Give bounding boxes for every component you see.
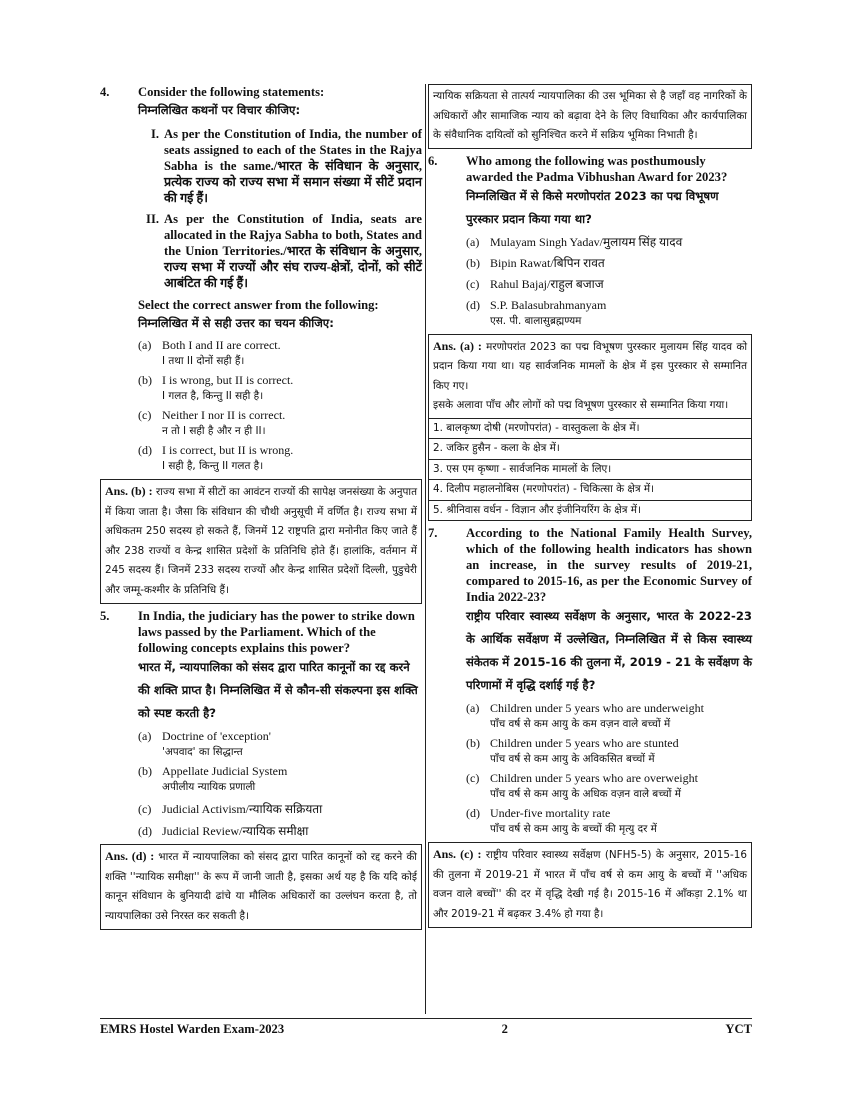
option-label: (b) <box>138 764 152 778</box>
answer-label: Ans. (b) : <box>105 484 153 498</box>
option-text-en: Under-five mortality rate <box>490 806 611 820</box>
option-c[interactable] <box>138 407 422 439</box>
option-text-en: Doctrine of 'exception' <box>162 729 271 743</box>
option-text-en: Judicial Activism/न्यायिक सक्रियता <box>162 802 323 816</box>
option-text-en: Judicial Review/न्यायिक समीक्षा <box>162 824 309 838</box>
select-instruction-en: Select the correct answer from the following: <box>138 298 379 312</box>
option-text-en: Bipin Rawat/बिपिन रावत <box>490 255 605 270</box>
page-number: 2 <box>501 1022 508 1036</box>
question-stem-hi: निम्नलिखित में से किसे मरणोपरांत 2023 का पद्म विभूषण पुरस्कार प्रदान किया गया था? <box>466 188 719 226</box>
option-a[interactable] <box>138 728 422 760</box>
option-d[interactable] <box>466 805 752 837</box>
answer-explanation-2: इसके अलावा पाँच और लोगों को पद्म विभूषण पुरस्कार से सम्मानित किया गया। <box>433 399 729 411</box>
question-stem-hi: राष्ट्रीय परिवार स्वास्थ्य सर्वेक्षण के अनुसार, भारत के 2022-23 के आर्थिक सर्वेक्षण में उल्लेखित, निम्नलिखित में से किस स्वास्थ्य संकेतक में 2015-16 की तुलना में, 2019 - 21 के सर्वेक्षण के परिणामों में वृद्धि दर्शाई गई है? <box>466 609 752 692</box>
option-text-en: Both I and II are correct. <box>162 338 281 352</box>
option-label: (d) <box>466 806 480 820</box>
option-text-hi: I गलत है, किन्तु II सही है। <box>162 390 264 402</box>
option-text-hi: I सही है, किन्तु II गलत है। <box>162 460 264 472</box>
option-text-hi: पाँच वर्ष से कम आयु के कम वज़न वाले बच्चों में <box>490 718 671 730</box>
option-label: (a) <box>466 234 480 249</box>
option-text-en: S.P. Balasubrahmanyam <box>490 297 607 312</box>
answer-label: Ans. (d) : <box>105 849 155 863</box>
statement-number: II. <box>146 212 159 226</box>
option-label: (b) <box>466 736 480 750</box>
option-label: (c) <box>466 771 480 785</box>
option-c[interactable] <box>138 801 422 817</box>
page-footer <box>100 1018 752 1037</box>
footer-exam-title: EMRS Hostel Warden Exam-2023 <box>100 1022 285 1036</box>
question-stem-en: Who among the following was posthumously awarded the Padma Vibhushan Award for 2023? <box>466 153 728 184</box>
option-d[interactable] <box>138 823 422 839</box>
option-b[interactable] <box>466 255 752 271</box>
answer-explanation: राष्ट्रीय परिवार स्वास्थ्य सर्वेक्षण (NFH5-5) के अनुसार, 2015-16 की तुलना में 2019-21 में भारत में पाँच वर्ष से कम आयु के बच्चों में ''अधिक वजन वाले बच्चों'' की दर में वृद्धि देखी गई है। 2015-16 में आँकड़ा 2.1% था और 2019-21 में बढ़कर 3.4% हो गया है। <box>433 849 747 920</box>
answer-label: Ans. (c) : <box>433 847 482 861</box>
option-label: (d) <box>466 297 480 312</box>
option-text-en: Children under 5 years who are stunted <box>490 736 679 750</box>
option-text-en: I is correct, but II is wrong. <box>162 443 294 457</box>
answer-box-q7 <box>428 842 752 928</box>
option-label: (d) <box>138 824 152 838</box>
question-6 <box>428 153 752 231</box>
option-label: (d) <box>138 443 152 457</box>
question-stem-hi: निम्नलिखित कथनों पर विचार कीजिए: <box>138 103 301 117</box>
option-d[interactable] <box>466 297 752 329</box>
option-text-en: Mulayam Singh Yadav/मुलायम सिंह यादव <box>490 234 683 249</box>
question-number: 6. <box>428 153 438 168</box>
option-a[interactable] <box>466 234 752 250</box>
answer-explanation: मरणोपरांत 2023 का पद्म विभूषण पुरस्कार मुलायम सिंह यादव को प्रदान किया गया था। यह सार्वजनिक मामलों के क्षेत्र में इस पुरस्कार से सम्मानित किए गए। <box>433 340 748 392</box>
statement-text: As per the Constitution of India, seats are allocated in the Rajya Sabha to both, States and the Union Territories./भारत के संविधान के अनुसार, राज्य सभा में राज्यों और संघ राज्य-क्षेत्रों, दोनों, को सीटें आबंटित की गई हैं। <box>164 212 422 290</box>
option-text-en: I is wrong, but II is correct. <box>162 373 294 387</box>
question-stem-hi: भारत में, न्यायपालिका को संसद द्वारा पारित कानूनों का रद्द करने की शक्ति प्राप्त है। निम्नलिखित में से कौन-सी संकल्पना इस शक्ति को स्पष्ट करती है? <box>138 660 418 720</box>
option-label: (a) <box>138 729 152 743</box>
question-stem-en: Consider the following statements: <box>138 85 325 99</box>
answer-box-q5 <box>100 844 422 930</box>
awardee-list-item: 1. बालकृष्ण दोषी (मरणोपरांत) - वास्तुकला के क्षेत्र में। <box>429 418 751 439</box>
option-label: (b) <box>138 373 152 387</box>
option-label: (c) <box>466 276 480 291</box>
option-text-en: Children under 5 years who are underweight <box>490 701 704 715</box>
option-label: (a) <box>466 701 480 715</box>
option-text-en: Children under 5 years who are overweight <box>490 771 698 785</box>
option-text-hi: एस. पी. बालासुब्रह्मण्यम <box>490 314 582 327</box>
answer-explanation: राज्य सभा में सीटों का आवंटन राज्यों की सापेक्ष जनसंख्या के अनुपात में किया जाता है। जैसा कि संविधान की चौथी अनुसूची में वर्णित है। राज्य सभा में अधिकतम 250 सदस्य हो सकते हैं, जिनमें 12 राष्ट्रपति द्वारा मनोनीत किए जाते हैं और 238 राज्यों व केन्द्र शासित प्रदेशों के प्रतिनिधि होते हैं। हालांकि, वर्तमान में 245 सदस्य हैं। जिनमें 233 सदस्य राज्यों और केन्द्र शासित प्रदेशों दिल्ली, पुडुचेरी और जम्मू-कश्मीर के प्रतिनिधि हैं। <box>105 486 418 596</box>
awardee-list-item: 4. दिलीप महालनोबिस (मरणोपरांत) - चिकित्सा के क्षेत्र में। <box>429 479 751 500</box>
footer-publisher: YCT <box>725 1022 752 1036</box>
statement-number: I. <box>150 127 159 141</box>
option-text-hi: 'अपवाद' का सिद्धान्त <box>162 746 243 758</box>
question-4 <box>100 84 422 334</box>
question-number: 5. <box>100 609 110 623</box>
column-divider <box>425 84 426 1014</box>
option-a[interactable] <box>466 700 752 732</box>
option-label: (c) <box>138 408 152 422</box>
question-stem-en: According to the National Family Health Survey, which of the following health indicators has shown an increase, in the survey results of 2019-21, compared to 2015-16, as per the Economic Survey of India 2022-23? <box>466 526 752 604</box>
option-text-hi: अपीलीय न्यायिक प्रणाली <box>162 781 256 793</box>
option-text-en: Neither I nor II is correct. <box>162 408 286 422</box>
option-b[interactable] <box>138 763 422 795</box>
right-column <box>428 84 752 928</box>
option-text-hi: न तो I सही है और न ही II। <box>162 425 266 437</box>
option-text-hi: पाँच वर्ष से कम आयु के अधिक वज़न वाले बच्चों में <box>490 788 681 800</box>
option-a[interactable] <box>138 337 422 369</box>
select-instruction-hi: निम्नलिखित में से सही उत्तर का चयन कीजिए: <box>138 316 334 330</box>
statement-text: As per the Constitution of India, the number of seats assigned to each of the States in the Rajya Sabha is the same./भारत के संविधान के अनुसार, प्रत्येक राज्य को राज्य सभा में समान संख्या में सीटें प्रदान की गई हैं। <box>164 127 422 205</box>
option-b[interactable] <box>466 735 752 767</box>
statement-1 <box>138 126 422 206</box>
option-d[interactable] <box>138 442 422 474</box>
option-text-en: Appellate Judicial System <box>162 764 288 778</box>
answer-label: Ans. (a) : <box>433 338 482 353</box>
answer-box-q4 <box>100 479 422 604</box>
option-c[interactable] <box>466 276 752 292</box>
option-c[interactable] <box>466 770 752 802</box>
statement-2 <box>138 211 422 291</box>
awardee-list-item: 2. जकिर हुसैन - कला के क्षेत्र में। <box>429 438 751 459</box>
option-label: (b) <box>466 255 480 270</box>
left-column <box>100 84 422 930</box>
continued-answer-box: न्यायिक सक्रियता से तात्पर्य न्यायपालिका की उस भूमिका से है जहाँ वह नागरिकों के अधिकारों और सामाजिक न्याय को बढ़ावा देने के लिए विधायिका और कार्यपालिका के संवैधानिक दायित्वों को सुनिश्चित करने में सक्रिय भूमिका निभाती है। <box>428 84 752 149</box>
option-text-hi: पाँच वर्ष से कम आयु के अविकसित बच्चों में <box>490 753 655 765</box>
answer-box-q6 <box>428 334 752 522</box>
question-5 <box>100 608 422 725</box>
awardee-list-item: 3. एस एम कृष्णा - सार्वजनिक मामलों के लिए। <box>429 459 751 480</box>
question-7 <box>428 525 752 697</box>
option-text-hi: I तथा II दोनों सही हैं। <box>162 355 245 367</box>
option-label: (c) <box>138 802 152 816</box>
option-b[interactable] <box>138 372 422 404</box>
option-text-hi: पाँच वर्ष से कम आयु के बच्चों की मृत्यु दर में <box>490 823 657 835</box>
question-stem-en: In India, the judiciary has the power to strike down laws passed by the Parliament. Which of the following concepts explains this power? <box>138 609 415 655</box>
option-label: (a) <box>138 338 152 352</box>
answer-explanation: भारत में न्यायपालिका को संसद द्वारा पारित कानूनों को रद्द करने की शक्ति ''न्यायिक समीक्षा'' के रूप में जानी जाती है, इसका अर्थ यह है कि यदि कोई कानून संविधान के बुनियादी ढांचे या मौलिक अधिकारों का उल्लंघन करता है, तो न्यायपालिका उसे निरस्त कर सकती है। <box>105 851 418 922</box>
question-number: 4. <box>100 85 110 99</box>
awardee-list-item: 5. श्रीनिवास वर्धन - विज्ञान और इंजीनियरिंग के क्षेत्र में। <box>429 500 751 521</box>
option-text-en: Rahul Bajaj/राहुल बजाज <box>490 276 604 291</box>
question-number: 7. <box>428 526 438 540</box>
